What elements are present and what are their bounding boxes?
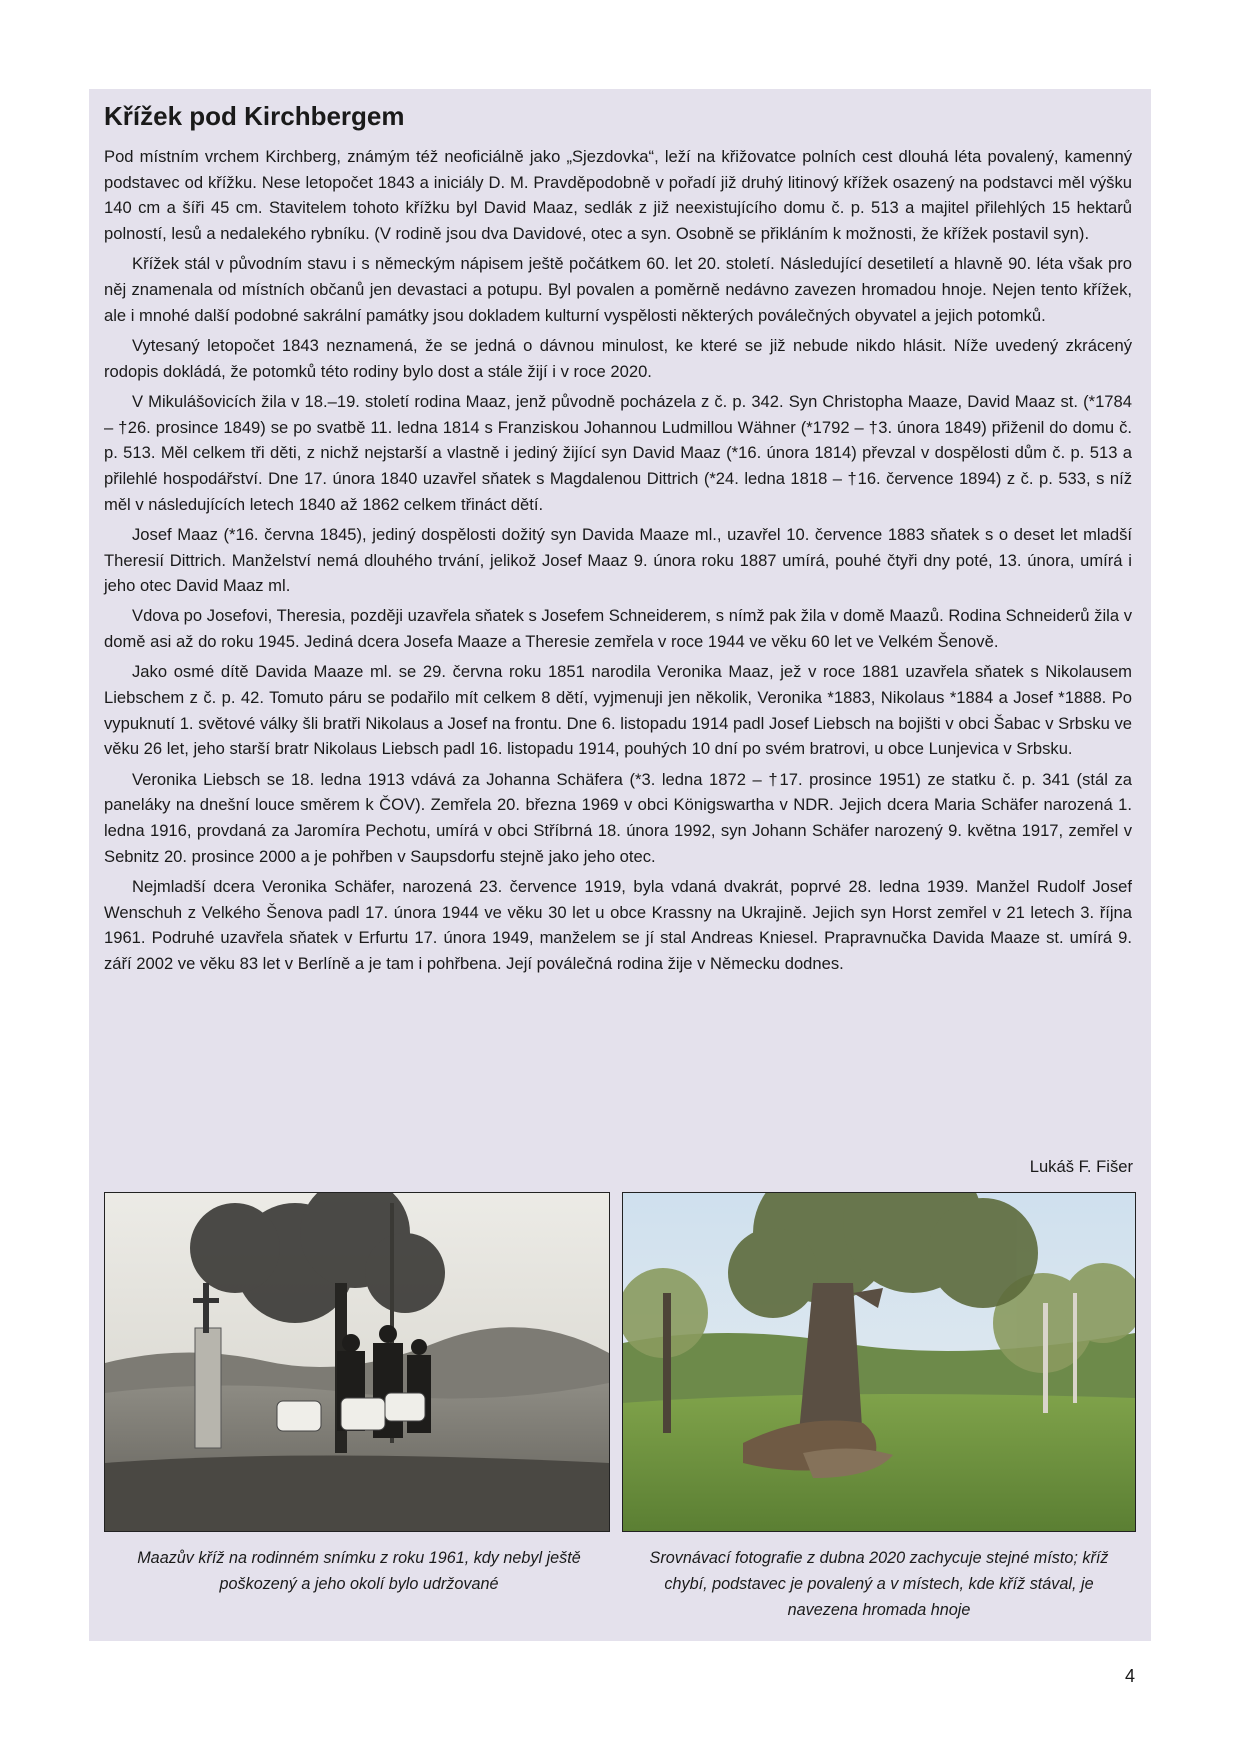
article-paragraph: Nejmladší dcera Veronika Schäfer, narozená 23. července 1919, byla vdaná dvakrát, poprvé 28. ledna 1939. Manžel Rudolf Josef Wenschuh z Velkého Šenova padl 17. února 1944 ve věku 30 let u obce Krassny na Ukrajině. Jejich syn Horst zemřel v 21 letech 3. října 1961. Podruhé uzavřela sňatek v Erfurtu 17. února 1949, manželem se jí stal Andreas Kniesel. Prapravnučka Davida Maaze st. umírá 9. září 2002 ve věku 83 let v Berlíně a je tam i pohřbena. Její poválečná rodina žije v Německu dodnes. (104, 876, 1132, 974)
photo-1961-caption: Maazův kříž na rodinném snímku z roku 1961, kdy nebyl ještě poškozený a jeho okolí bylo udržované (137, 1549, 581, 1593)
photo-1961-illustration (105, 1193, 609, 1531)
author-signature: Lukáš F. Fišer (1029, 1157, 1133, 1176)
article-paragraph: Pod místním vrchem Kirchberg, známým též neoficiálně jako „Sjezdovka“, leží na křižovatce polních cest dlouhá léta povalený, kamenný podstavec od křížku. Nese letopočet 1843 a iniciály D. M. Pravděpodobně v pořadí již druhý litinový křížek osazený na podstavci měl výšku 140 cm a šíři 45 cm. Stavitelem tohoto křížku byl David Maaz, sedlák z již neexistujícího domu č. p. 513 a majitel přilehlých 15 hektarů polností, lesů a nedalekého rybníku. (V rodině jsou dva Davidové, otec a syn. Osobně se přikláním k možnosti, že křížek postavil syn). (104, 147, 1132, 244)
article-title: Křížek pod Kirchbergem (104, 101, 405, 131)
article-paragraph: Vdova po Josefovi, Theresia, později uzavřela sňatek s Josefem Schneiderem, s nímž pak žila v domě Maazů. Rodina Schneiderů žila v domě asi až do roku 1945. Jediná dcera Josefa Maaze a Theresie zemřela v roce 1944 ve věku 60 let ve Velkém Šenově. (104, 606, 1132, 652)
photo-2020 (622, 1192, 1136, 1532)
article-paragraph: Josef Maaz (*16. června 1845), jediný dospělosti dožitý syn Davida Maaze ml., uzavřel 10. července 1883 sňatek s o deset let mladší Theresií Dittrich. Manželství nemá dlouhého trvání, jelikož Josef Maaz 9. února roku 1887 umírá, pouhé čtyři dny poté, 13. února, umírá i jeho otec David Maaz ml. (104, 524, 1132, 596)
article-paragraph: Veronika Liebsch se 18. ledna 1913 vdává za Johanna Schäfera (*3. ledna 1872 – †17. prosince 1951) ze statku č. p. 341 (stál za paneláky na dnešní louce směrem k ČOV). Zemřela 20. března 1969 v obci Königswartha v NDR. Jejich dcera Maria Schäfer narozená 1. ledna 1916, provdaná za Jaromíra Pechotu, umírá v obci Stříbrná 18. února 1992, syn Johann Schäfer narozený 9. května 1917, zemřel v Sebnitz 20. prosince 2000 a je pohřben v Saupsdorfu stejně jako jeho otec. (104, 769, 1132, 866)
article-panel (89, 89, 1151, 1641)
page-number: 4 (1125, 1666, 1136, 1686)
article-paragraph: Vytesaný letopočet 1843 neznamená, že se jedná o dávnou minulost, ke které se již nebude nikdo hlásit. Níže uvedený zkrácený rodopis dokládá, že potomků této rodiny bylo dost a stále žijí i v roce 2020. (104, 335, 1132, 381)
article-paragraph: Křížek stál v původním stavu i s německým nápisem ještě počátkem 60. let 20. století. Následující desetiletí a hlavně 90. léta však pro něj znamenala od místních občanů jen devastaci a potupu. Byl povalen a poměrně nedávno zavezen hromadou hnoje. Nejen tento křížek, ale i mnohé další podobné sakrální památky jsou dokladem kulturní vyspělosti některých poválečných obyvatel a jejich potomků. (104, 254, 1132, 325)
article-paragraph: Jako osmé dítě Davida Maaze ml. se 29. června roku 1851 narodila Veronika Maaz, jež v roce 1881 uzavřela sňatek s Nikolausem Liebschem z č. p. 42. Tomuto páru se podařilo mít celkem 8 dětí, vyjmenuji jen několik, Veronika *1883, Nikolaus *1884 a Josef *1888. Po vypuknutí 1. světové války šli bratři Nikolaus a Josef na frontu. Dne 6. listopadu 1914 padl Josef Liebsch na bojišti v obci Šabac v Srbsku ve věku 26 let, jeho starší bratr Nikolaus Liebsch padl 16. listopadu 1914, pouhých 10 dní po svém bratrovi, u obce Lunjevica v Srbsku. (104, 662, 1132, 759)
article-paragraph: V Mikulášovicích žila v 18.–19. století rodina Maaz, jenž původně pocházela z č. p. 342. Syn Christopha Maaze, David Maaz st. (*1784 – †26. prosince 1849) se po svatbě 11. ledna 1814 s Franziskou Johannou Ludmillou Wähner (*1792 – †3. února 1849) přiženil do domu č. p. 513. Měl celkem tři děti, z nichž nejstarší a vlastně i jediný žijící syn David Maaz (*16. února 1814) převzal v dospělosti dům č. p. 513 a přilehlé hospodářství. Dne 17. února 1840 uzavřel sňatek s Magdalenou Dittrich (*24. ledna 1818 – †16. července 1894) z č. p. 533, s níž měl v následujících letech 1840 až 1862 celkem třináct dětí. (104, 391, 1132, 514)
photo-2020-caption: Srovnávací fotografie z dubna 2020 zachycuje stejné místo; kříž chybí, podstavec je povalený a v místech, kde kříž stával, je navezena hromada hnoje (649, 1549, 1109, 1619)
article-body (104, 144, 1132, 981)
photo-1961 (104, 1192, 610, 1532)
photo-2020-illustration (623, 1193, 1135, 1531)
